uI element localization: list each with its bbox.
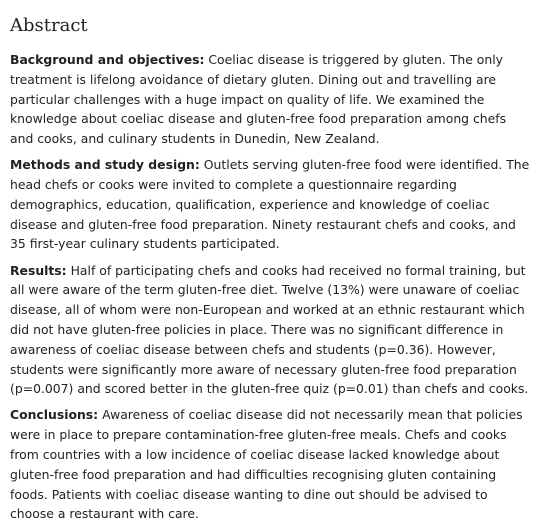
section-methods [10,155,532,254]
section-heading-background: Background and objectives: [10,52,205,67]
section-background [10,50,532,149]
section-conclusions [10,405,532,524]
section-text-conclusions: Awareness of coeliac disease did not necessarily mean that policies were in place to prepare contamination-free gluten-free meals. Chefs and cooks from countries with a low incidence of coeliac disease lacked knowledge about gluten-free food preparation and had difficulties recognising gluten containing foods. Patients with coeliac disease wanting to dine out should be advised to choose a restaurant with care. [10,407,523,522]
section-results [10,261,532,400]
section-heading-results: Results: [10,262,67,278]
section-text-methods: Outlets serving gluten-free food were identified. The head chefs or cooks were invited to complete a questionnaire regarding demographics, education, qualification, experience and knowledge of coeliac disease and gluten-free food preparation. Ninety restaurant chefs and cooks, and 35 first-year culinary students participated. [10,157,530,252]
section-heading-methods: Methods and study design: [10,157,200,173]
section-text-background: Coeliac disease is triggered by gluten. The only treatment is lifelong avoidance of dietary gluten. Dining out and travelling are particular challenges with a huge impact on quality of life. We examined the knowledge about coeliac disease and gluten-free food preparation among chefs and cooks, and culinary students in Dunedin, New Zealand. [10,52,507,147]
abstract-title: Abstract [10,15,88,36]
section-text-results: Half of participating chefs and cooks had received no formal training, but all were aware of the term gluten-free diet. Twelve (13%) were unaware of coeliac disease, all of whom were non-European and worked at an ethnic restaurant which did not have gluten-free policies in place. There was no significant difference in awareness of coeliac disease between chefs and students (p=0.36). However, students were significantly more aware of necessary gluten-free food preparation (p=0.007) and scored better in the gluten-free quiz (p=0.01) than chefs and cooks. [10,262,529,397]
section-heading-conclusions: Conclusions: [10,407,99,423]
